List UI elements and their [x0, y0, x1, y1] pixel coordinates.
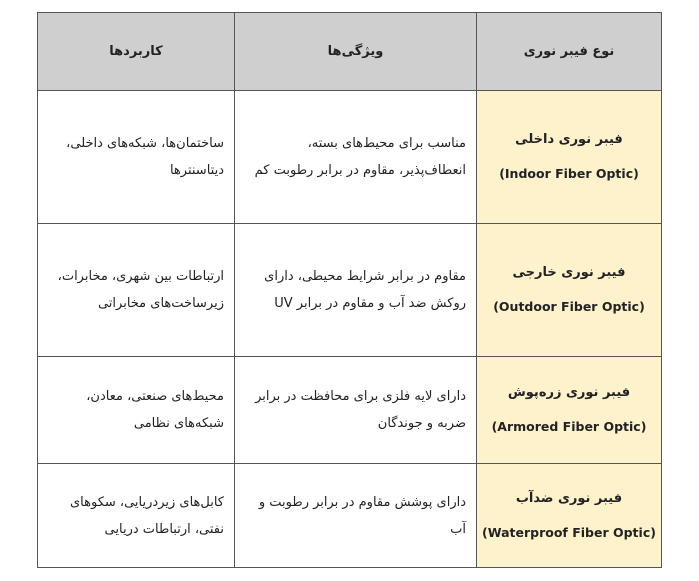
table-row: [38, 357, 662, 464]
type-name-en: (Indoor Fiber Optic): [499, 166, 639, 181]
header-uses: کاربردها: [38, 13, 235, 91]
table-row: [38, 224, 662, 357]
type-name-fa: فیبر نوری داخلی: [515, 132, 623, 147]
header-features: ویژگی‌ها: [235, 13, 477, 91]
table-row: [38, 91, 662, 224]
type-cell: [477, 224, 662, 357]
uses-cell: کابل‌های زیردریایی، سکوهای نفتی، ارتباطات دریایی: [38, 464, 235, 568]
type-cell: [477, 91, 662, 224]
features-cell: مناسب برای محیط‌های بسته، انعطاف‌پذیر، مقاوم در برابر رطوبت کم: [235, 91, 477, 224]
type-cell: [477, 357, 662, 464]
type-name-en: (Outdoor Fiber Optic): [493, 299, 645, 314]
features-cell: دارای لایه فلزی برای محافظت در برابر ضربه و جوندگان: [235, 357, 477, 464]
type-cell: [477, 464, 662, 568]
uses-cell: ارتباطات بین شهری، مخابرات، زیرساخت‌های مخابراتی: [38, 224, 235, 357]
features-cell: مقاوم در برابر شرایط محیطی، دارای روکش ضد آب و مقاوم در برابر UV: [235, 224, 477, 357]
header-type: نوع فیبر نوری: [477, 13, 662, 91]
fiber-optic-table: [37, 12, 662, 568]
table-row: [38, 464, 662, 568]
type-name-en: (Waterproof Fiber Optic): [482, 524, 656, 540]
uses-cell: ساختمان‌ها، شبکه‌های داخلی، دیتاسنترها: [38, 91, 235, 224]
header-row: [38, 13, 662, 91]
type-name-en: (Armored Fiber Optic): [491, 419, 647, 434]
features-cell: دارای پوشش مقاوم در برابر رطوبت و آب: [235, 464, 477, 568]
type-name-fa: فیبر نوری خارجی: [512, 265, 626, 280]
type-name-fa: فیبر نوری زره‌پوش: [507, 385, 631, 400]
type-name-fa: فیبر نوری ضدآب: [515, 490, 623, 506]
uses-cell: محیط‌های صنعتی، معادن، شبکه‌های نظامی: [38, 357, 235, 464]
